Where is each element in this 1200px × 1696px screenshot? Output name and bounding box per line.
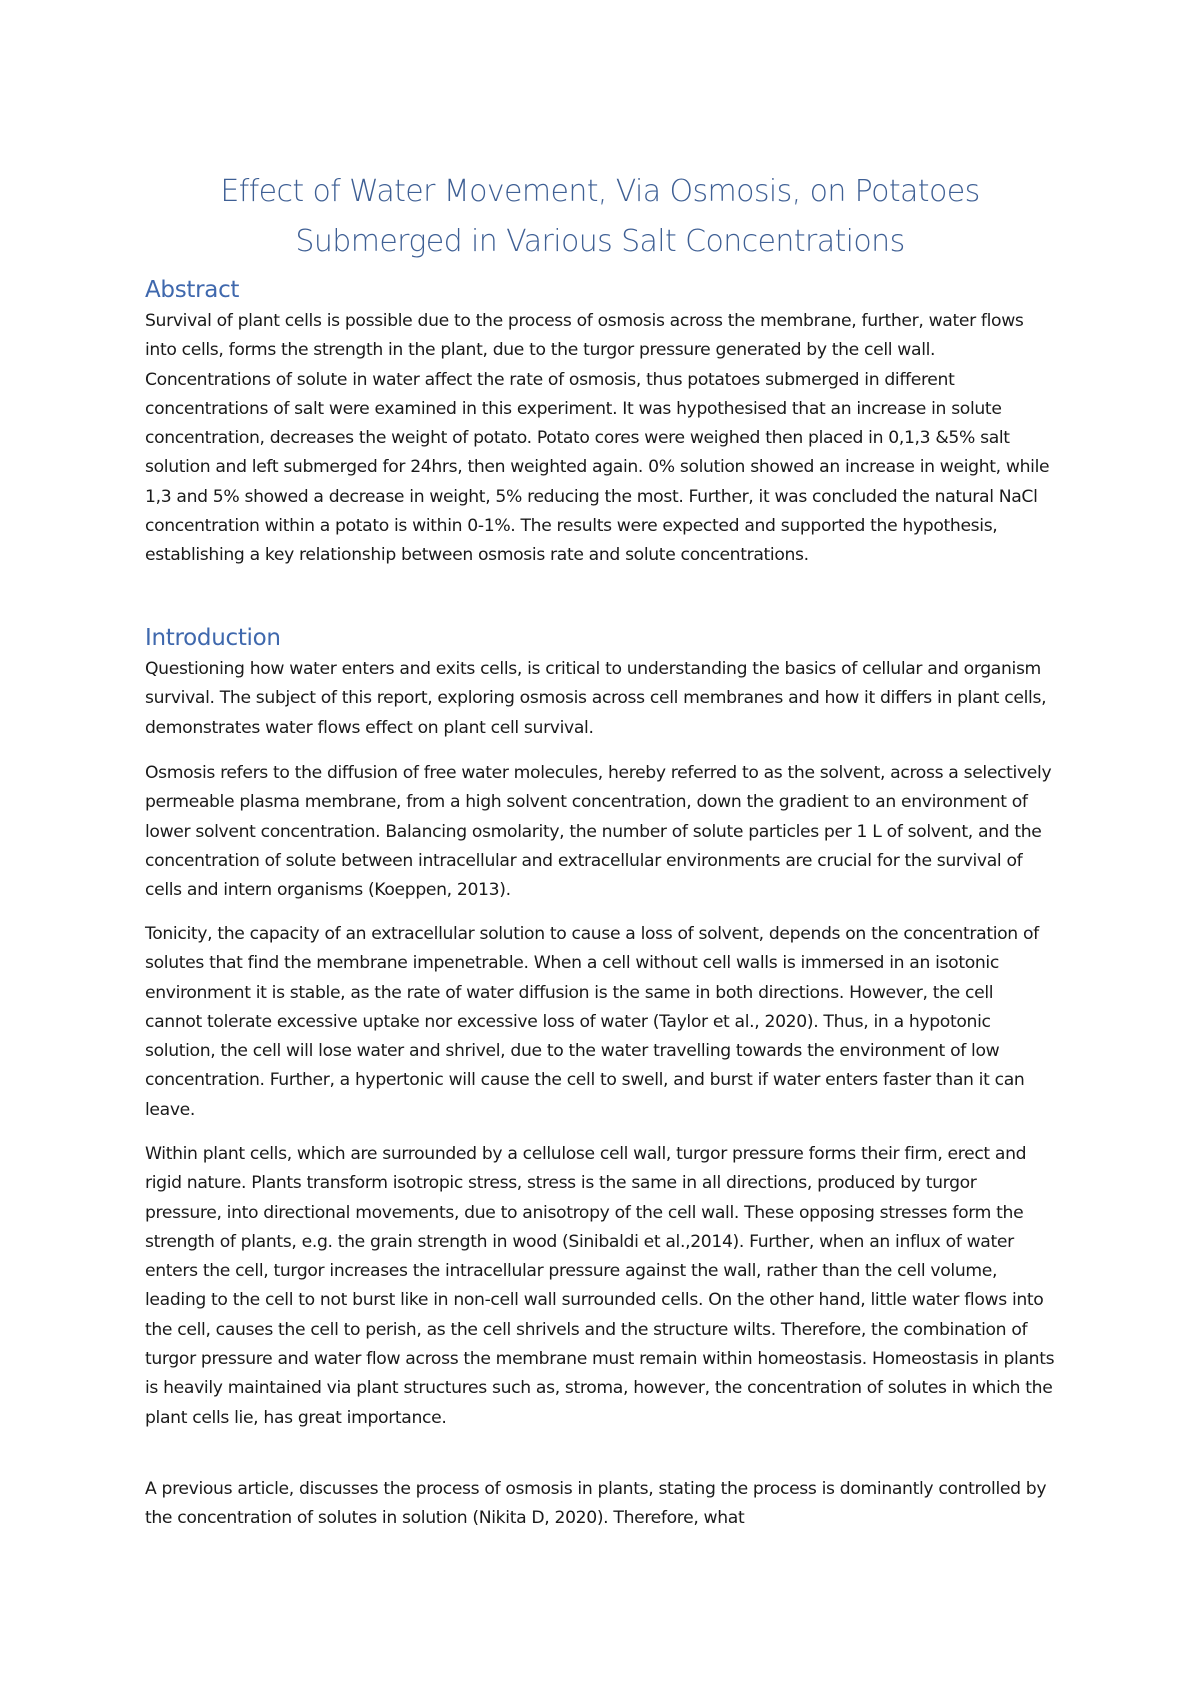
introduction-paragraph-1: Questioning how water enters and exits cells, is critical to understanding the basics of cellular and organism survival. The subject of this report, exploring osmosis across cell membranes and how it differs in plant cells, demonstrates water flows effect on plant cell survival. (145, 659, 1047, 738)
document-title-line-1: Effect of Water Movement, Via Osmosis, on Potatoes (220, 174, 980, 209)
document-title-line-2: Submerged in Various Salt Concentrations (295, 224, 905, 259)
abstract-paragraph: Survival of plant cells is possible due to the process of osmosis across the membrane, further, water flows into cells, forms the strength in the plant, due to the turgor pressure generated by the cell wall. Concentrations of solute in water affect the rate of osmosis, thus potatoes submerged in different concentrations of salt were examined in this experiment. It was hypothesised that an increase in solute concentration, decreases the weight of potato. Potato cores were weighed then placed in 0,1,3 &5% salt solution and left submerged for 24hrs, then weighted again. 0% solution showed an increase in weight, while 1,3 and 5% showed a decrease in weight, 5% reducing the most. Further, it was concluded the natural NaCl concentration within a potato is within 0-1%. The results were expected and supported the hypothesis, establishing a key relationship between osmosis rate and solute concentrations. (145, 311, 1050, 566)
abstract-heading: Abstract (145, 277, 240, 303)
introduction-paragraph-3: Tonicity, the capacity of an extracellular solution to cause a loss of solvent, depends on the concentration of solutes that find the membrane impenetrable. When a cell without cell walls is immersed in an isotonic environment it is stable, as the rate of water diffusion is the same in both directions. However, the cell cannot tolerate excessive uptake nor excessive loss of water (Taylor et al., 2020). Thus, in a hypotonic solution, the cell will lose water and shrivel, due to the water travelling towards the environment of low concentration. Further, a hypertonic will cause the cell to swell, and burst if water enters faster than it can leave. (145, 924, 1039, 1120)
introduction-paragraph-5: A previous article, discusses the process of osmosis in plants, stating the process is dominantly controlled by the concentration of solutes in solution (Nikita D, 2020). Therefore, what (145, 1479, 1047, 1529)
introduction-heading: Introduction (145, 625, 281, 651)
introduction-paragraph-4: Within plant cells, which are surrounded by a cellulose cell wall, turgor pressure forms their firm, erect and rigid nature. Plants transform isotropic stress, stress is the same in all directions, produced by turgor pressure, into directional movements, due to anisotropy of the cell wall. These opposing stresses form the strength of plants, e.g. the grain strength in wood (Sinibaldi et al.,2014). Further, when an influx of water enters the cell, turgor increases the intracellular pressure against the wall, rather than the cell volume, leading to the cell to not burst like in non-cell wall surrounded cells. On the other hand, little water flows into the cell, causes the cell to perish, as the cell shrivels and the structure wilts. Therefore, the combination of turgor pressure and water flow across the membrane must remain within homeostasis. Homeostasis in plants is heavily maintained via plant structures such as, stroma, however, the concentration of solutes in which the plant cells lie, has great importance. (145, 1144, 1055, 1428)
introduction-paragraph-2: Osmosis refers to the diffusion of free water molecules, hereby referred to as the solvent, across a selectively permeable plasma membrane, from a high solvent concentration, down the gradient to an environment of lower solvent concentration. Balancing osmolarity, the number of solute particles per 1 L of solvent, and the concentration of solute between intracellular and extracellular environments are crucial for the survival of cells and intern organisms (Koeppen, 2013). (145, 763, 1052, 901)
